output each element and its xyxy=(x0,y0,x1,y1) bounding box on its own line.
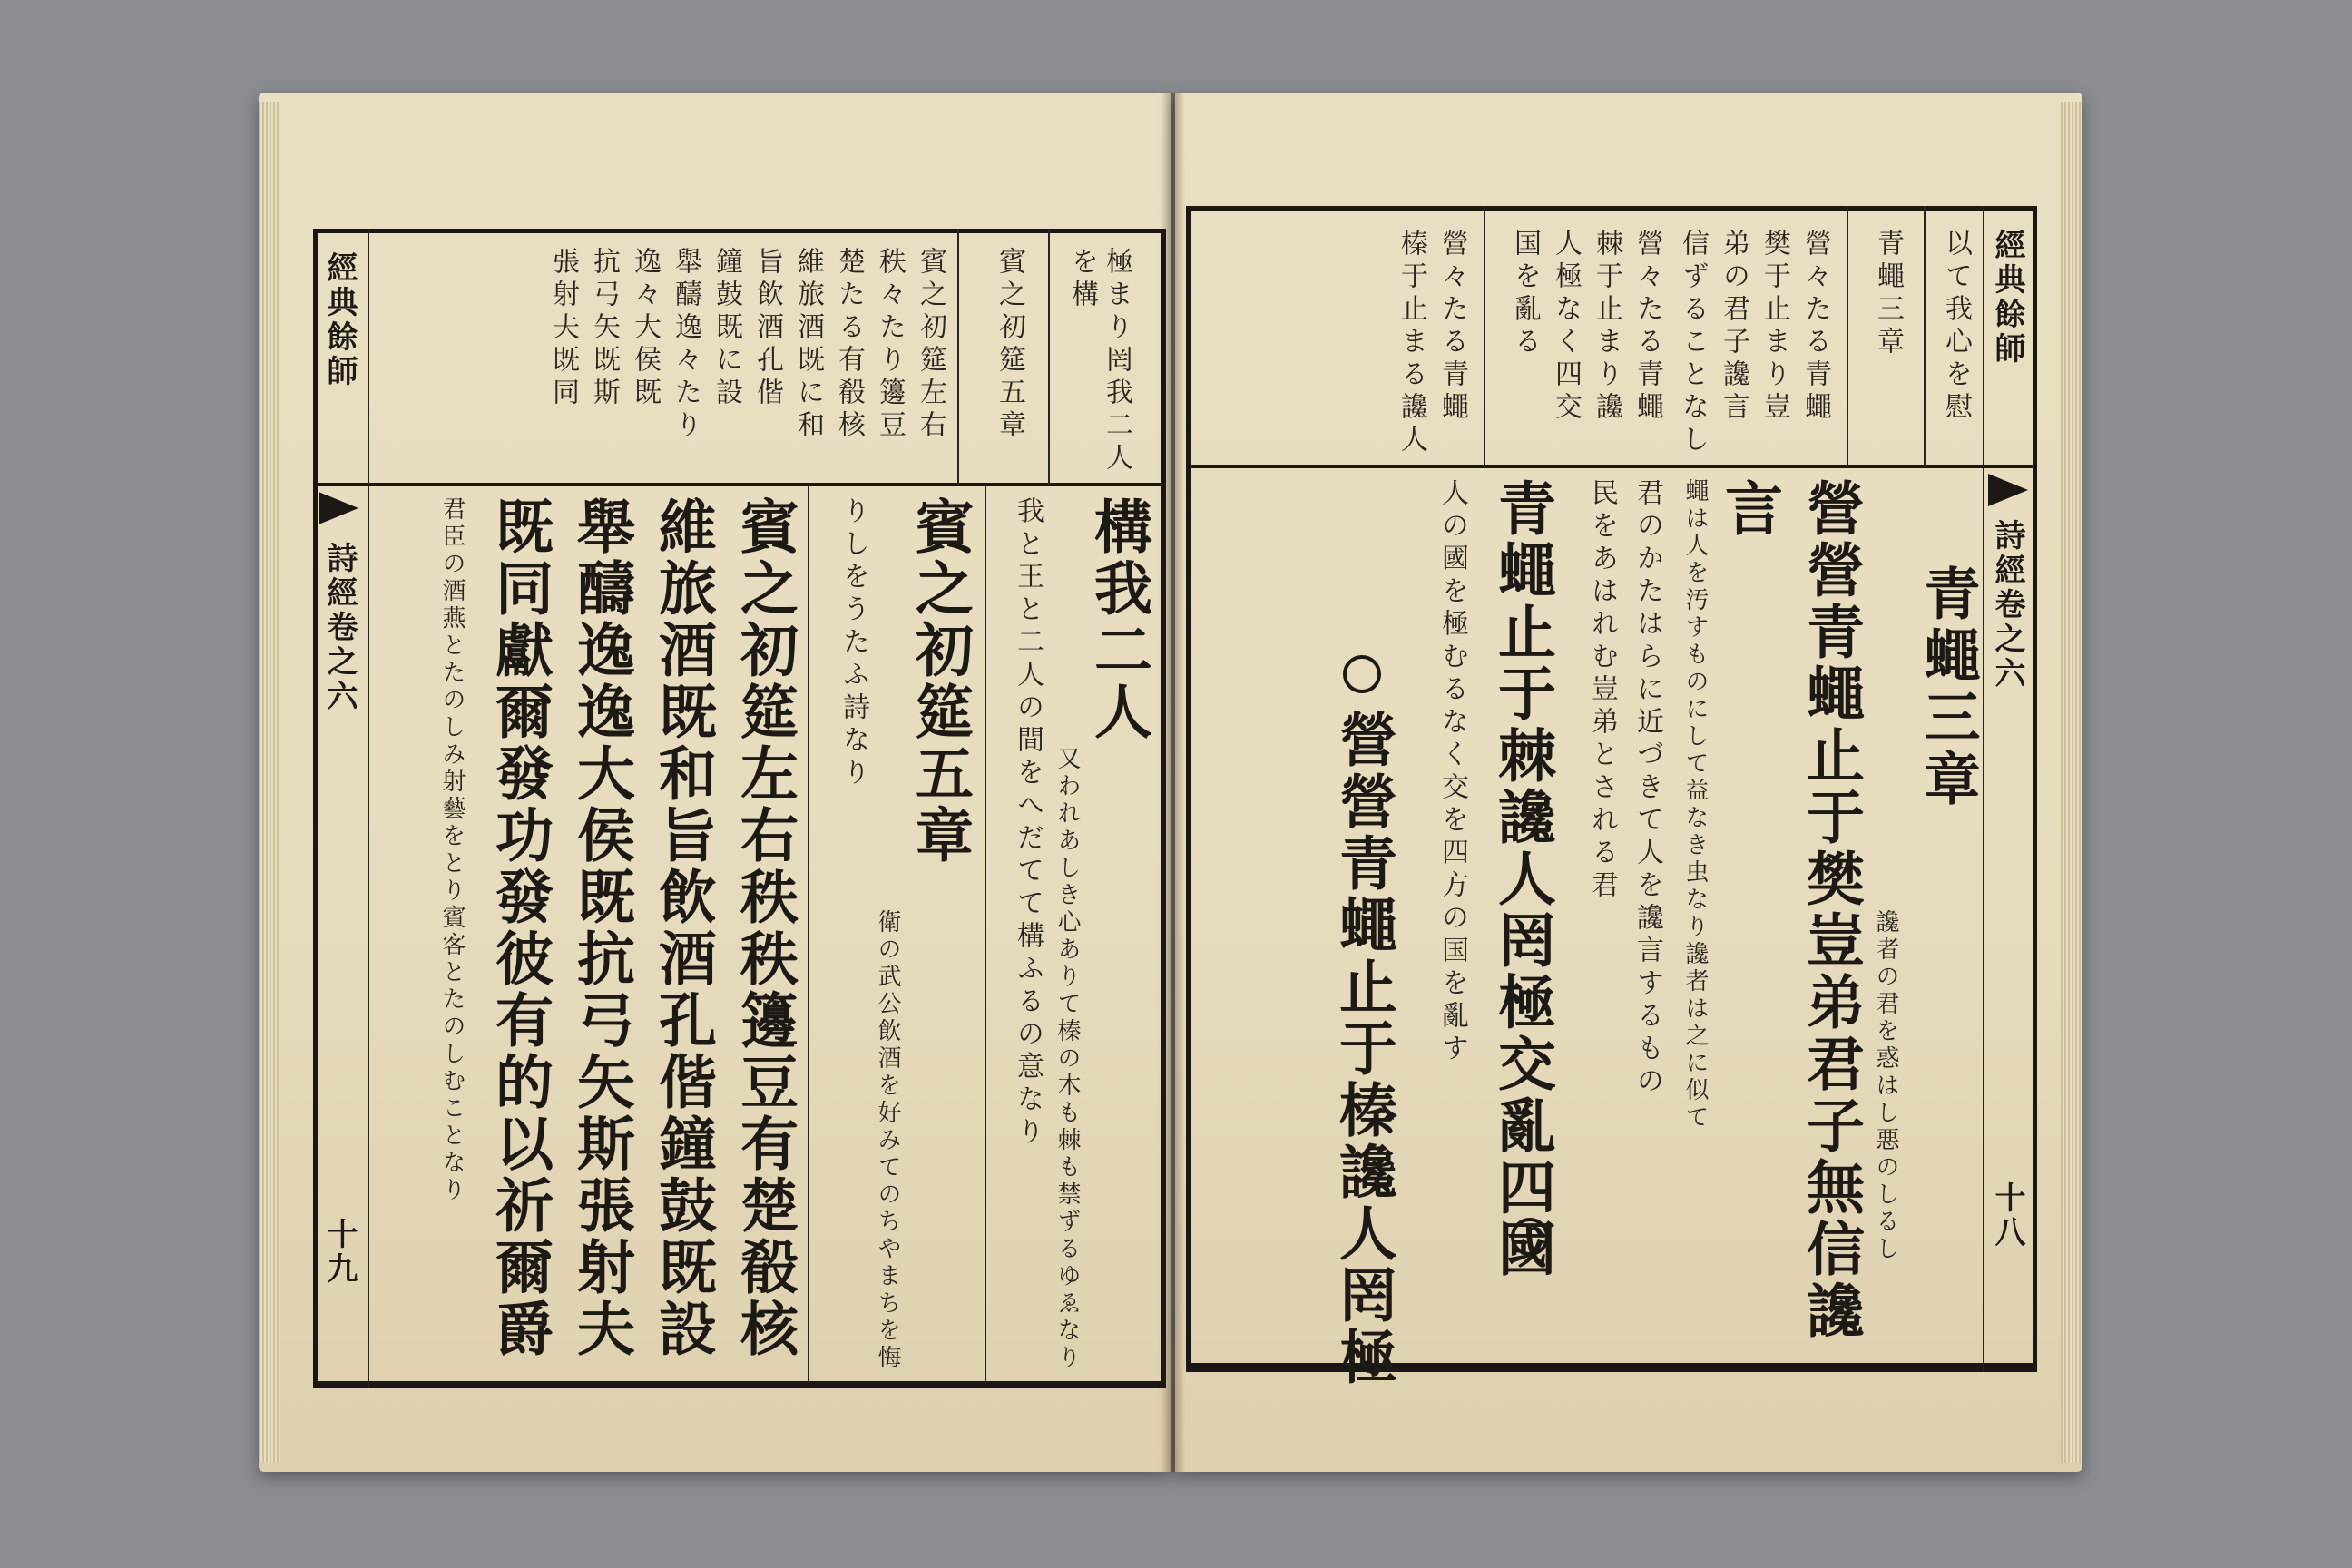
right-top-col: 人極なく四交 xyxy=(1550,229,1582,425)
right-bottom-band-rule xyxy=(1186,1363,2037,1367)
page-edge xyxy=(259,102,280,1463)
right-side-volume: 詩經卷之六 xyxy=(1989,519,2025,691)
left-main-divider xyxy=(985,485,986,1383)
left-top-col: を構 xyxy=(1066,247,1098,312)
left-main-col: 舉醻逸逸大侯既抗弓矢斯張射夫 xyxy=(567,496,635,1360)
right-top-col: 国を亂る xyxy=(1509,229,1541,359)
left-side-volume: 詩經卷之六 xyxy=(321,542,358,714)
left-page xyxy=(259,93,1171,1472)
left-side-title: 經典餘師 xyxy=(321,251,358,389)
left-main-divider xyxy=(808,485,809,1383)
left-fishtail-marker xyxy=(318,492,358,524)
left-main-col: 既同獻爾發功發彼有的以祈爾爵 xyxy=(485,496,554,1360)
right-side-rule xyxy=(1983,206,1984,1372)
left-top-col: 逸々大侯既 xyxy=(629,247,661,410)
left-main-col: 賓之初筵五章 xyxy=(906,496,974,867)
right-top-col: 以て我心を慰 xyxy=(1940,229,1972,425)
right-main-col: 青蠅止于棘讒人罔極交亂四國 xyxy=(1488,478,1556,1280)
right-main-col: 營營青蠅止于樊豈弟君子無信讒 xyxy=(1797,478,1865,1342)
right-top-band-rule xyxy=(1186,465,2037,468)
left-folio-number: 十九 xyxy=(321,1218,358,1287)
right-main-note: 讒者の君を惑はし悪のしるし xyxy=(1872,909,1899,1263)
left-top-col: 旨飲酒孔偕 xyxy=(751,247,783,410)
section-circle-mark xyxy=(1511,1218,1549,1259)
right-main-col: 青蠅三章 xyxy=(1915,564,1981,811)
book-gutter xyxy=(1161,93,1185,1472)
right-top-divider xyxy=(1847,206,1848,467)
left-top-col: 楚たる有殽核 xyxy=(833,247,865,443)
right-main-col: 人の國を極むるなく交を四方の国を亂す xyxy=(1436,478,1468,1066)
left-top-col: 極まり罔我二人 xyxy=(1101,247,1132,475)
left-top-col: 鐘鼓既に設 xyxy=(710,247,742,410)
left-main-col: りしをうたふ詩なり xyxy=(838,496,869,790)
left-main-col: 構我二人 xyxy=(1084,496,1152,743)
left-top-col: 舉醻逸々たり xyxy=(670,247,701,443)
right-top-col: 信ずることなし xyxy=(1677,229,1709,457)
left-main-col: 維旅酒既和旨飲酒孔偕鐘鼓既設 xyxy=(649,496,717,1360)
left-top-col: 秩々たり籩豆 xyxy=(874,247,906,443)
right-main-col: 營營青蠅止于榛讒人罔極 xyxy=(1329,710,1397,1388)
right-top-col: 樊于止まり豈 xyxy=(1759,229,1790,425)
right-side-title: 經典餘師 xyxy=(1989,229,2025,367)
right-fishtail-marker xyxy=(1988,474,2028,506)
right-top-divider xyxy=(1484,206,1485,467)
left-top-col: 賓之初筵左右 xyxy=(915,247,946,443)
right-page xyxy=(1175,93,2082,1472)
right-folio-number: 十八 xyxy=(1989,1181,2025,1250)
left-top-col: 賓之初筵五章 xyxy=(994,247,1025,443)
left-top-col: 維旅酒既に和 xyxy=(792,247,824,443)
section-circle-mark xyxy=(1343,655,1381,697)
right-top-col: 青蠅三章 xyxy=(1872,229,1904,359)
right-main-col: 君のかたはらに近づきて人を讒言するもの xyxy=(1632,478,1663,1099)
right-top-col: 營々たる青蠅 xyxy=(1436,229,1468,425)
right-main-col: 言 xyxy=(1715,478,1783,540)
right-top-col: 榛于止まる讒人 xyxy=(1396,229,1427,457)
right-top-col: 營々たる青蠅 xyxy=(1799,229,1831,425)
right-top-col: 棘于止まり讒 xyxy=(1591,229,1622,425)
left-top-col: 張射夫既同 xyxy=(547,247,579,410)
left-top-divider xyxy=(1048,229,1050,485)
left-top-band-rule xyxy=(313,483,1166,486)
left-main-col: 賓之初筵左右秩秩籩豆有楚殽核 xyxy=(730,496,799,1360)
left-main-note: 衛の武公飲酒を好みてのちやまちを悔 xyxy=(874,909,901,1372)
right-main-col: 民をあはれむ豈弟とされる君 xyxy=(1586,478,1618,903)
left-main-note: 又われあしき心ありて榛の木も棘も禁ずるゆゑなり xyxy=(1054,746,1081,1372)
left-side-rule xyxy=(368,229,369,1388)
left-top-divider xyxy=(957,229,959,485)
right-top-col: 營々たる青蠅 xyxy=(1632,229,1663,425)
open-book xyxy=(259,93,2082,1472)
left-top-col: 抗弓矢既斯 xyxy=(588,247,620,410)
page-edge xyxy=(2061,102,2082,1463)
right-top-divider xyxy=(1924,206,1926,467)
left-bottom-band-rule xyxy=(313,1381,1166,1385)
left-main-note: 君臣の酒燕とたのしみ射藝をとり賓客とたのしむことなり xyxy=(438,496,466,1204)
right-main-note: 蠅は人を汚すものにして益なき虫なり讒者は之に似て xyxy=(1681,478,1709,1132)
right-top-col: 弟の君子讒言 xyxy=(1718,229,1749,425)
left-main-col: 我と王と二人の間をへだてて構ふるの意なり xyxy=(1012,496,1044,1150)
